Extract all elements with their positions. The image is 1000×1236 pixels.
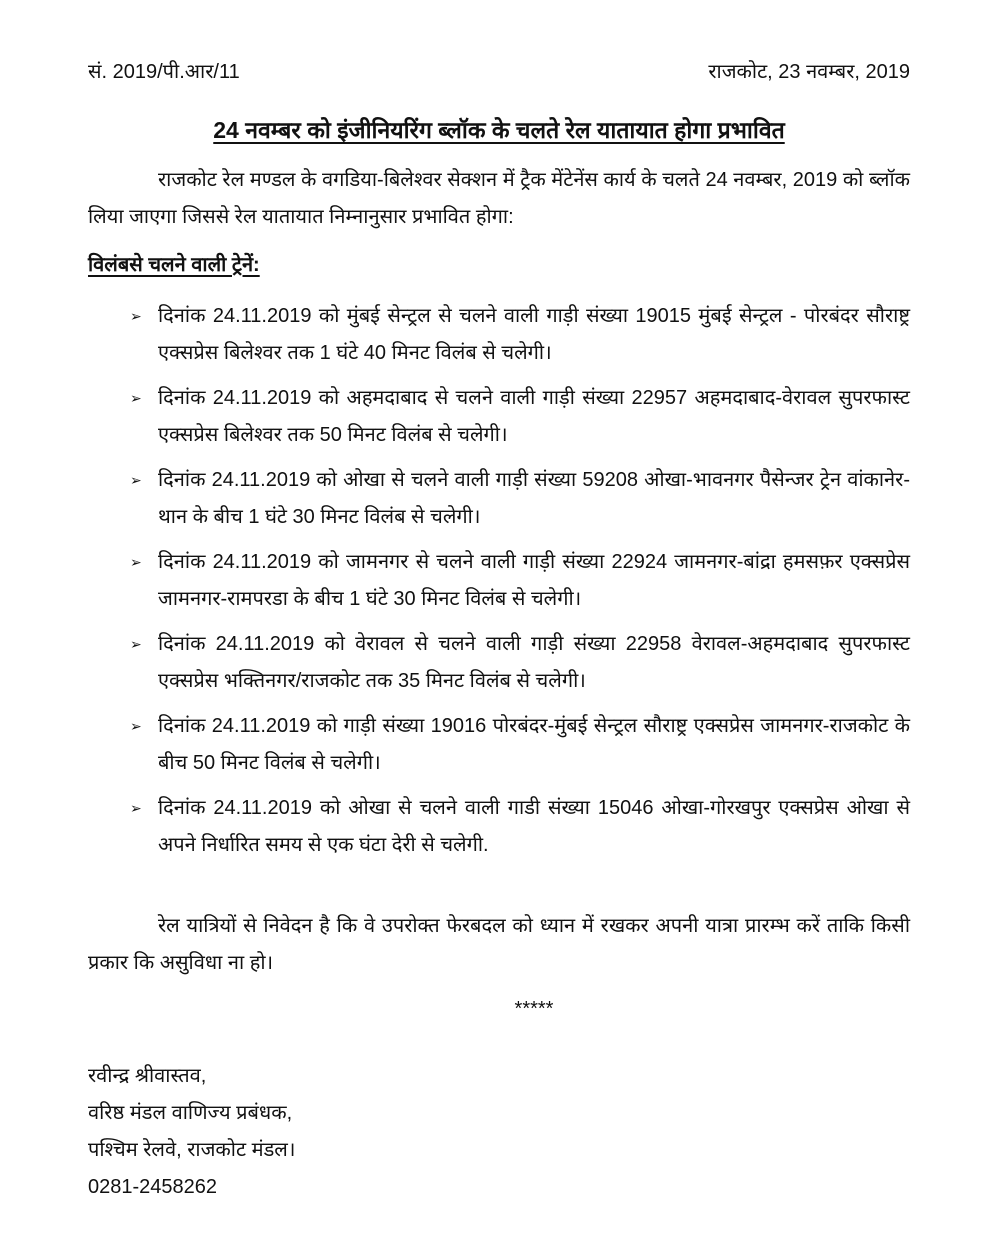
arrow-bullet-icon: ➢ bbox=[130, 636, 142, 652]
signatory-designation: वरिष्ठ मंडल वाणिज्य प्रबंधक, bbox=[88, 1102, 293, 1124]
phone-number: 0281-2458262 bbox=[88, 1176, 218, 1198]
list-item bbox=[130, 462, 910, 536]
document-title: 24 नवम्बर को इंजीनियरिंग ब्लॉक के चलते रेल यातायात होगा प्रभावित bbox=[213, 117, 785, 143]
separator: ***** bbox=[514, 998, 554, 1020]
list-item bbox=[130, 626, 910, 700]
list-item bbox=[130, 298, 910, 372]
place-date: राजकोट, 23 नवम्बर, 2019 bbox=[708, 61, 910, 83]
item-text: दिनांक 24.11.2019 को जामनगर से चलने वाली गाड़ी संख्या 22924 जामनगर-बांद्रा हमसफ़र एक्सप्रेस जामनगर-रामपरडा के बीच 1 घंटे 30 मिनट विलंब से चलेगी। bbox=[158, 551, 910, 610]
list-item bbox=[130, 380, 910, 454]
list-item bbox=[130, 790, 910, 864]
item-text: दिनांक 24.11.2019 को मुंबई सेन्ट्रल से चलने वाली गाड़ी संख्या 19015 मुंबई सेन्ट्रल - पोरबंदर सौराष्ट्र एक्सप्रेस बिलेश्वर तक 1 घंटे 40 मिनट विलंब से चलेगी। bbox=[158, 305, 910, 364]
list-item bbox=[130, 544, 910, 618]
header-row bbox=[88, 58, 910, 86]
signature-block bbox=[88, 1058, 910, 1206]
subheading: विलंबसे चलने वाली ट्रेनें: bbox=[88, 254, 260, 276]
intro-paragraph: राजकोट रेल मण्डल के वगडिया-बिलेश्वर सेक्शन में ट्रैक मेंटेनेंस कार्य के चलते 24 नवम्बर, 2019 को ब्लॉक लिया जाएगा जिससे रेल यातायात निम्नानुसार प्रभावित होगा: bbox=[88, 169, 910, 228]
list-item bbox=[130, 708, 910, 782]
item-text: दिनांक 24.11.2019 को ओखा से चलने वाली गाडी संख्या 15046 ओखा-गोरखपुर एक्सप्रेस ओखा से अपने निर्धारित समय से एक घंटा देरी से चलेगी. bbox=[158, 797, 910, 856]
arrow-bullet-icon: ➢ bbox=[130, 800, 142, 816]
reference-number: सं. 2019/पी.आर/11 bbox=[88, 61, 240, 83]
arrow-bullet-icon: ➢ bbox=[130, 308, 142, 324]
item-text: दिनांक 24.11.2019 को अहमदाबाद से चलने वाली गाड़ी संख्या 22957 अहमदाबाद-वेरावल सुपरफास्ट एक्सप्रेस बिलेश्वर तक 50 मिनट विलंब से चलेगी। bbox=[158, 387, 910, 446]
signatory-name: रवीन्द्र श्रीवास्तव, bbox=[88, 1065, 207, 1087]
item-text: दिनांक 24.11.2019 को वेरावल से चलने वाली गाड़ी संख्या 22958 वेरावल-अहमदाबाद सुपरफास्ट एक्सप्रेस भक्तिनगर/राजकोट तक 35 मिनट विलंब से चलेगी। bbox=[158, 633, 910, 692]
closing-paragraph: रेल यात्रियों से निवेदन है कि वे उपरोक्त फेरबदल को ध्यान में रखकर अपनी यात्रा प्रारम्भ करें ताकि किसी प्रकार कि असुविधा ना हो। bbox=[88, 915, 910, 974]
item-text: दिनांक 24.11.2019 को ओखा से चलने वाली गाड़ी संख्या 59208 ओखा-भावनगर पैसेन्जर ट्रेन वांकानेर-थान के बीच 1 घंटे 30 मिनट विलंब से चलेगी। bbox=[158, 469, 910, 528]
arrow-bullet-icon: ➢ bbox=[130, 718, 142, 734]
arrow-bullet-icon: ➢ bbox=[130, 390, 142, 406]
arrow-bullet-icon: ➢ bbox=[130, 554, 142, 570]
delayed-trains-list bbox=[130, 298, 910, 864]
signatory-office: पश्चिम रेलवे, राजकोट मंडल। bbox=[88, 1139, 296, 1161]
arrow-bullet-icon: ➢ bbox=[130, 472, 142, 488]
item-text: दिनांक 24.11.2019 को गाड़ी संख्या 19016 पोरबंदर-मुंबई सेन्ट्रल सौराष्ट्र एक्सप्रेस जामनगर-राजकोट के बीच 50 मिनट विलंब से चलेगी। bbox=[158, 715, 910, 774]
